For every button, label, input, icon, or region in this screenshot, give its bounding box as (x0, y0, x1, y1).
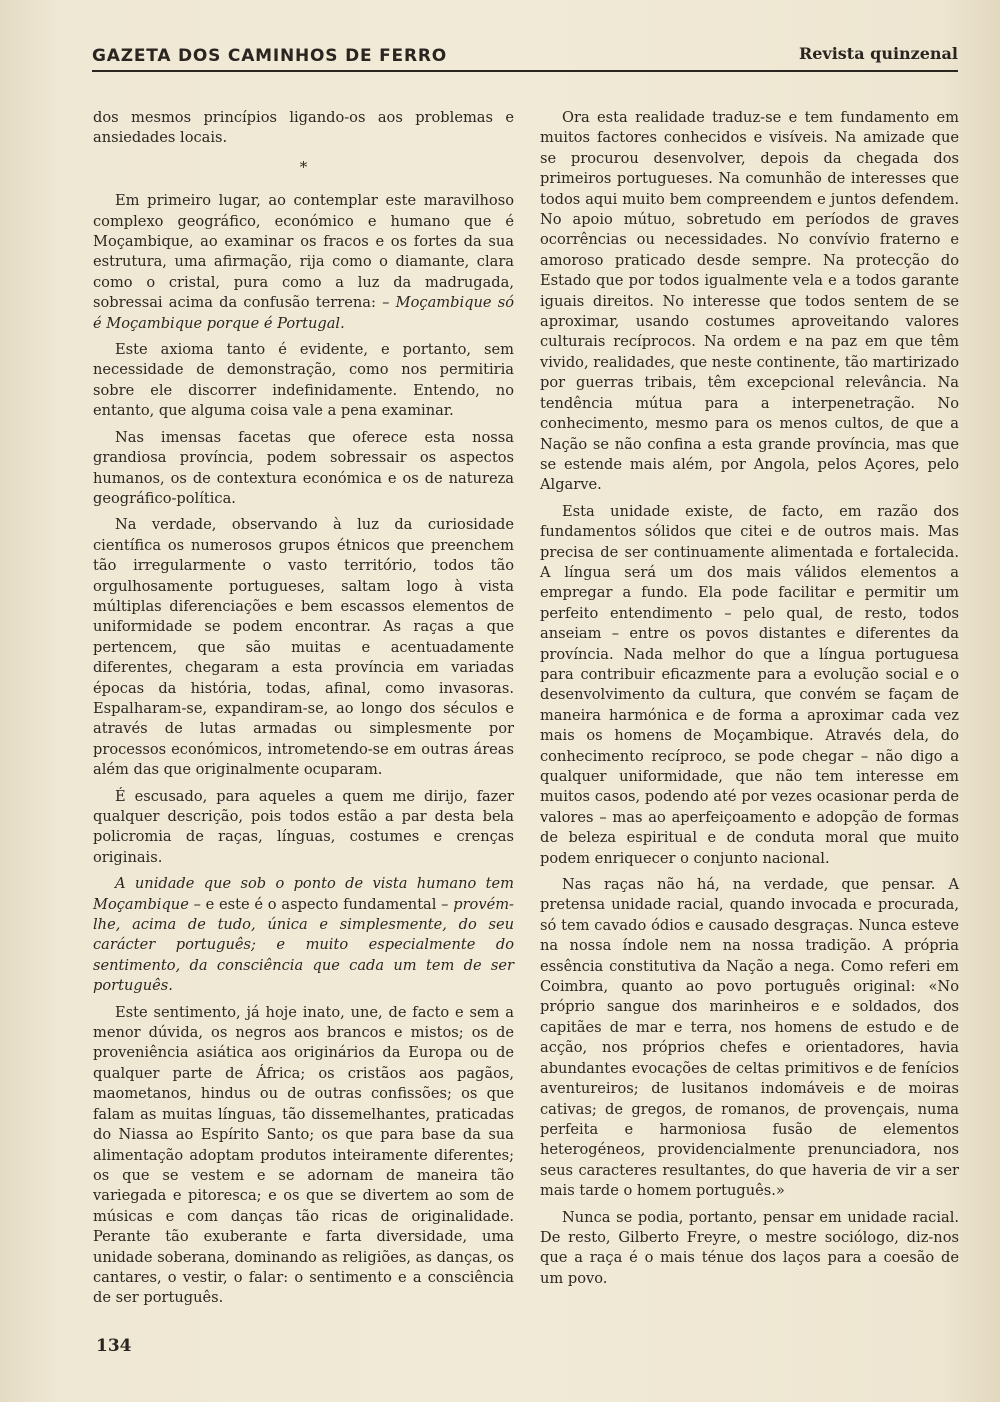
paragraph-italic: provém-lhe, acima de tudo, única e simplesmente, do seu carácter português; e muito especialmente do sentimento, da consciência que cada um tem de ser português. (93, 895, 514, 995)
running-header (92, 40, 958, 70)
paragraph: Ora esta realidade traduz-se e tem fundamento em muitos factores conhecidos e visíveis. Na amizade que se procurou desenvolver, depois da chegada dos primeiros portugueses. Na comunhão de interesses que todos aqui muito bem compreendem e juntos defendem. No apoio mútuo, sobretudo em períodos de graves ocorrências ou necessidades. No convívio fraterno e amoroso praticado desde sempre. Na protecção do Estado que por todos igualmente vela e a todos garante iguais direitos. No interesse que todos sentem de se aproximar, usando costumes aproveitando valores culturais recíprocos. Na ordem e na paz em que têm vivido, realidades, que neste continente, tão martirizado por guerras tribais, têm excepcional relevância. Na tendência mútua para a interpenetração. No conhecimento, mesmo para os menos cultos, de que a Nação se não confina a esta grande província, mas que se estende mais além, por Angola, pelos Açores, pelo Algarve. (540, 109, 959, 494)
page-number: 134 (96, 1336, 132, 1356)
paragraph (93, 191, 514, 334)
section-separator: * (299, 157, 308, 176)
paragraph-italic: A unidade que sob o ponto de vista humano tem Moçambique (93, 875, 514, 913)
paragraph: dos mesmos princípios ligando-os aos problemas e ansiedades locais. (93, 109, 514, 147)
paragraph: Na verdade, observando à luz da curiosidade científica os numerosos grupos étnicos que preenchem tão irregularmente o vasto território, todos tão orgulhosamente portugueses, saltam logo à vista múltiplas diferenciações e bem escassos elementos de uniformidade se podem encontrar. As raças a que pertencem, que são muitas e acentuadamente diferentes, chegaram a esta província em variadas épocas da história, todas, afinal, como invasoras. Espalharam-se, expandiram-se, ao longo dos séculos e através de lutas armadas ou simplesmente por processos económicos, intrometendo-se em outras áreas além das que originalmente ocuparam. (93, 516, 514, 779)
paragraph: É escusado, para aqueles a quem me dirijo, fazer qualquer descrição, pois todos estão a par desta bela policromia de raças, línguas, costumes e crenças originais. (93, 787, 514, 866)
left-column (93, 108, 514, 1315)
publication-subtitle: Revista quinzenal (798, 44, 958, 63)
publication-title: GAZETA DOS CAMINHOS DE FERRO (92, 46, 447, 66)
paragraph-text: – e este é o aspecto fundamental – (188, 895, 454, 913)
paragraph: Esta unidade existe, de facto, em razão dos fundamentos sólidos que citei e de outros mais. Mas precisa de ser continuamente alimentada e fortalecida. A língua será um dos mais válidos elementos a empregar a fundo. Ela pode facilitar e permitir um perfeito entendimento – pelo qual, de resto, todos anseiam – entre os povos distantes e diferentes da província. Nada melhor do que a língua portuguesa para contribuir eficazmente para a evolução social e o desenvolvimento da cultura, que convém se façam de maneira harmónica e de forma a aproximar cada vez mais os homens de Moçambique. Através dela, do conhecimento recíproco, se pode chegar – não digo a qualquer uniformidade, que não tem interesse em muitos casos, podendo até por vezes ocasionar perda de valores – mas ao aperfeiçoamento e adopção de formas de beleza espiritual e de conduta moral que muito podem enriquecer o conjunto nacional. (540, 502, 959, 867)
header-rule (92, 70, 958, 72)
paragraph: Este sentimento, já hoje inato, une, de facto e sem a menor dúvida, os negros aos brancos e mistos; os de proveniência asiática aos originários da Europa ou de qualquer parte de África; os cristãos aos pagãos, maometanos, hindus ou de outras confissões; os que falam as muitas línguas, tão dissemelhantes, praticadas do Niassa ao Espírito Santo; os que para base da sua alimentação adoptam produtos inteiramente diferentes; os que se vestem e se adornam de maneira tão variegada e pitoresca; e os que se divertem ao som de músicas e com danças tão ricas de originalidade. Perante tão exuberante e farta diversidade, uma unidade soberana, dominando as religiões, as danças, os cantares, o vestir, o falar: o sentimento e a consciência de ser português. (93, 1003, 514, 1307)
paragraph-text: Em primeiro lugar, ao contemplar este maravilhoso complexo geográfico, económico e humano que é Moçambique, ao examinar os fracos e os fortes da sua estrutura, uma afirmação, rija como o diamante, clara como o cristal, pura como a luz da madrugada, sobressai acima da confusão terrena: (93, 192, 514, 312)
paragraph (93, 874, 514, 996)
paragraph-italic: – Moçambique só é Moçambique porque é Portugal. (93, 294, 515, 332)
right-column (540, 108, 959, 1295)
paragraph: Este axioma tanto é evidente, e portanto, sem necessidade de demonstração, como nos permitiria sobre ele discorrer indefinidamente. Entendo, no entanto, que alguma coisa vale a pena examinar. (93, 341, 514, 420)
paragraph: Nunca se podia, portanto, pensar em unidade racial. De resto, Gilberto Freyre, o mestre sociólogo, diz-nos que a raça é o mais ténue dos laços para a coesão de um povo. (540, 1208, 959, 1287)
paragraph: Nas raças não há, na verdade, que pensar. A pretensa unidade racial, quando invocada e procurada, só tem cavado ódios e causado desgraças. Nunca esteve na nossa índole nem na nossa tradição. A própria essência constitutiva da Nação a nega. Como referi em Coimbra, quanto ao povo português original: «No próprio sangue dos marinheiros e e soldados, dos capitães de mar e terra, nos homens de estudo e de acção, nos próprios chefes e orientadores, havia abundantes evocações de celtas primitivos e de fenícios aventureiros; de lusitanos indomáveis e de moiras cativas; de gregos, de romanos, de provençais, numa perfeita e harmoniosa fusão de elementos heterogéneos, providencialmente prenunciadora, nos seus caracteres resultantes, do que haveria de vir a ser mais tarde o homem português.» (540, 876, 959, 1200)
paragraph: Nas imensas facetas que oferece esta nossa grandiosa província, podem sobressair os aspectos humanos, os de contextura económica e os de natureza geográfico-política. (93, 428, 514, 507)
